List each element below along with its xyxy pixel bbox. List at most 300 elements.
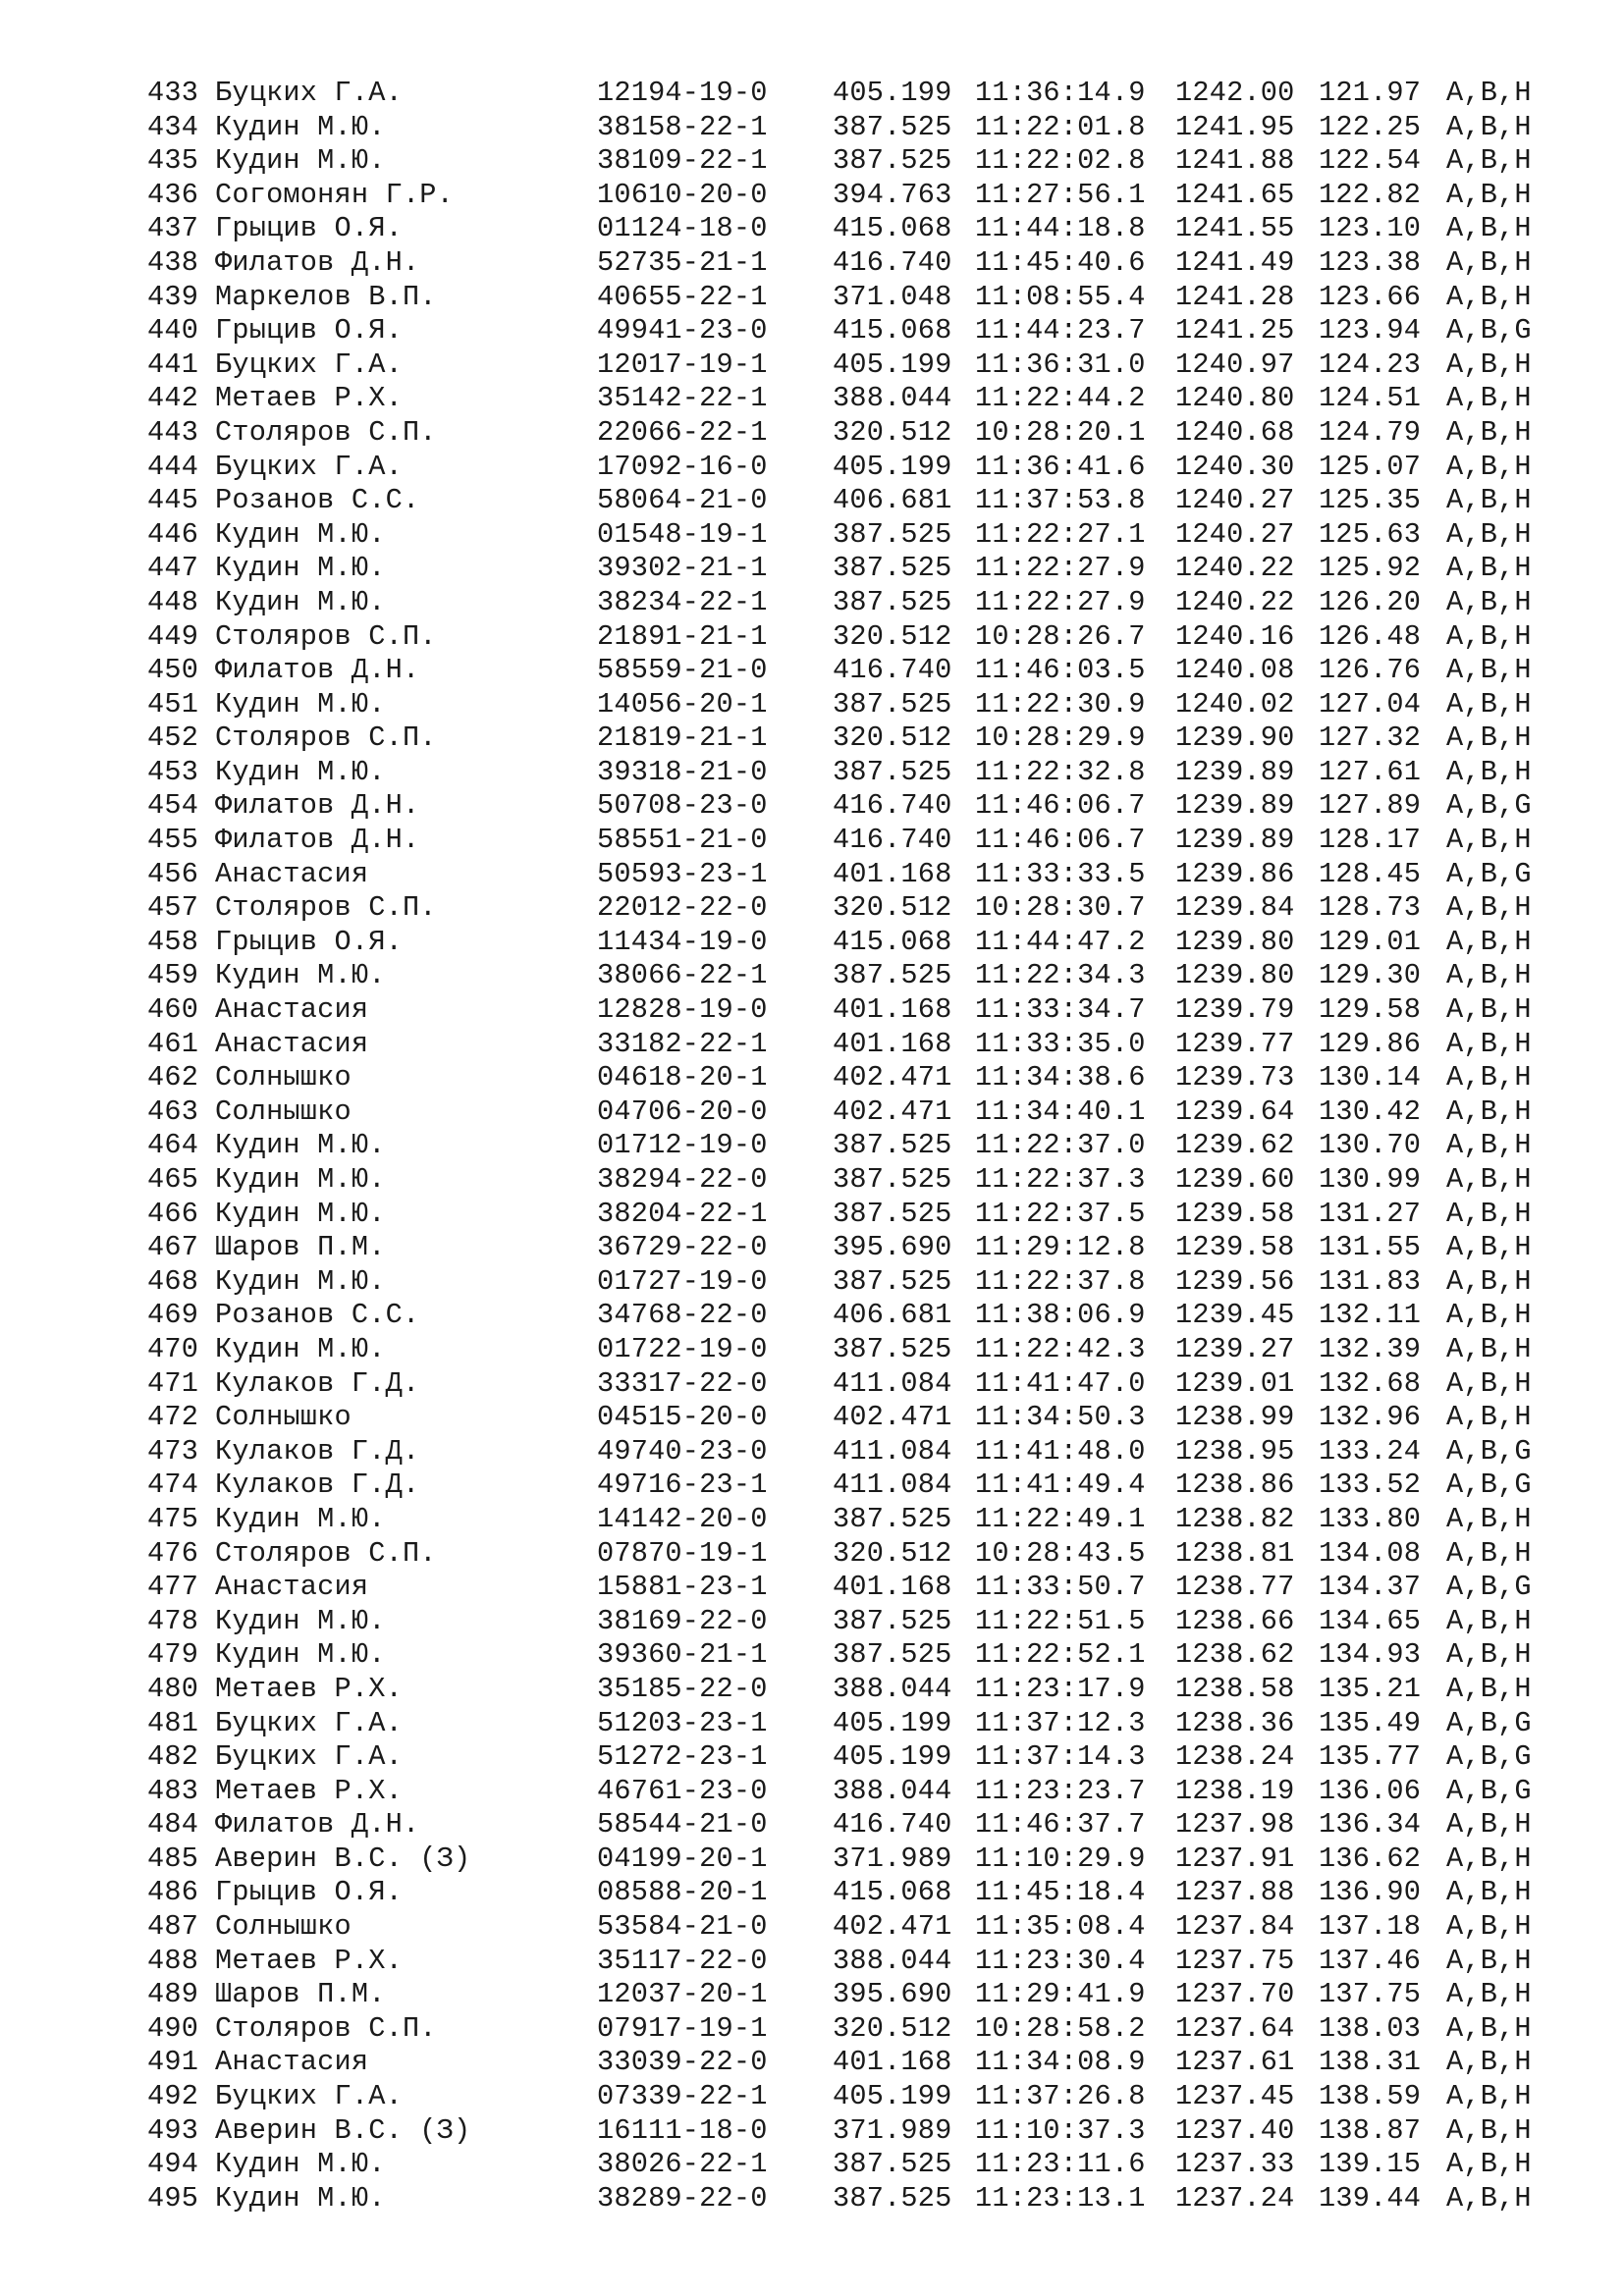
arrival-time: 11:23:30.4	[975, 1944, 1146, 1977]
row-number: 456	[147, 857, 199, 890]
speed: 1238.99	[1175, 1401, 1295, 1434]
participant-name: Буцких Г.А.	[215, 1740, 403, 1774]
speed: 1239.84	[1175, 891, 1295, 925]
flags: A,B,H	[1446, 1536, 1532, 1570]
speed: 1239.64	[1175, 1095, 1295, 1128]
flags: A,B,H	[1446, 212, 1532, 245]
coefficient: 134.37	[1319, 1571, 1422, 1604]
arrival-time: 11:45:18.4	[975, 1876, 1146, 1909]
distance: 416.740	[833, 654, 952, 687]
coefficient: 133.80	[1319, 1502, 1422, 1535]
flags: A,B,H	[1446, 2148, 1532, 2181]
participant-name: Кудин М.Ю.	[215, 1264, 386, 1298]
participant-name: Столяров С.П.	[215, 619, 437, 653]
participant-name: Метаев Р.Х.	[215, 1774, 403, 1807]
ring-id: 33039-22-0	[597, 2046, 768, 2079]
ring-id: 49740-23-0	[597, 1434, 768, 1468]
row-number: 475	[147, 1502, 199, 1535]
coefficient: 130.99	[1319, 1163, 1422, 1196]
coefficient: 138.87	[1319, 2113, 1422, 2147]
arrival-time: 11:27:56.1	[975, 178, 1146, 211]
ring-id: 39360-21-1	[597, 1638, 768, 1672]
arrival-time: 11:36:31.0	[975, 347, 1146, 381]
ring-id: 14056-20-1	[597, 687, 768, 721]
participant-name: Анастасия	[215, 1571, 369, 1604]
coefficient: 128.45	[1319, 857, 1422, 890]
distance: 395.690	[833, 1231, 952, 1264]
flags: A,B,H	[1446, 2113, 1532, 2147]
participant-name: Розанов С.С.	[215, 484, 420, 517]
coefficient: 138.59	[1319, 2080, 1422, 2113]
row-number: 444	[147, 450, 199, 483]
coefficient: 135.21	[1319, 1672, 1422, 1705]
row-number: 486	[147, 1876, 199, 1909]
ring-id: 34768-22-0	[597, 1299, 768, 1332]
ring-id: 38169-22-0	[597, 1604, 768, 1637]
flags: A,B,H	[1446, 824, 1532, 857]
participant-name: Грыцив О.Я.	[215, 925, 403, 958]
distance: 416.740	[833, 789, 952, 823]
participant-name: Метаев Р.Х.	[215, 1672, 403, 1705]
flags: A,B,H	[1446, 1027, 1532, 1060]
distance: 402.471	[833, 1401, 952, 1434]
participant-name: Буцких Г.А.	[215, 77, 403, 109]
flags: A,B,H	[1446, 1842, 1532, 1875]
distance: 320.512	[833, 415, 952, 449]
arrival-time: 10:28:26.7	[975, 619, 1146, 653]
ring-id: 10610-20-0	[597, 178, 768, 211]
speed: 1237.61	[1175, 2046, 1295, 2079]
flags: A,B,H	[1446, 144, 1532, 178]
row-number: 495	[147, 2181, 199, 2215]
coefficient: 138.03	[1319, 2011, 1422, 2045]
flags: A,B,G	[1446, 1434, 1532, 1468]
flags: A,B,H	[1446, 993, 1532, 1027]
coefficient: 130.70	[1319, 1129, 1422, 1162]
speed: 1239.56	[1175, 1264, 1295, 1298]
coefficient: 139.15	[1319, 2148, 1422, 2181]
row-number: 460	[147, 993, 199, 1027]
flags: A,B,G	[1446, 1468, 1532, 1502]
flags: A,B,G	[1446, 314, 1532, 347]
speed: 1241.25	[1175, 314, 1295, 347]
participant-name: Солнышко	[215, 1095, 352, 1128]
coefficient: 137.18	[1319, 1910, 1422, 1944]
flags: A,B,H	[1446, 1876, 1532, 1909]
distance: 320.512	[833, 721, 952, 755]
distance: 402.471	[833, 1061, 952, 1095]
arrival-time: 11:41:48.0	[975, 1434, 1146, 1468]
arrival-time: 11:22:37.5	[975, 1197, 1146, 1230]
coefficient: 130.14	[1319, 1061, 1422, 1095]
row-number: 443	[147, 415, 199, 449]
ring-id: 38289-22-0	[597, 2181, 768, 2215]
row-number: 440	[147, 314, 199, 347]
speed: 1240.68	[1175, 415, 1295, 449]
participant-name: Столяров С.П.	[215, 1536, 437, 1570]
row-number: 493	[147, 2113, 199, 2147]
arrival-time: 11:46:37.7	[975, 1808, 1146, 1842]
ring-id: 22012-22-0	[597, 891, 768, 925]
arrival-time: 10:28:58.2	[975, 2011, 1146, 2045]
arrival-time: 11:22:32.8	[975, 755, 1146, 788]
ring-id: 04199-20-1	[597, 1842, 768, 1875]
distance: 405.199	[833, 1706, 952, 1739]
flags: A,B,H	[1446, 1231, 1532, 1264]
ring-id: 21819-21-1	[597, 721, 768, 755]
arrival-time: 11:46:06.7	[975, 824, 1146, 857]
ring-id: 12828-19-0	[597, 993, 768, 1027]
row-number: 439	[147, 280, 199, 313]
arrival-time: 11:37:12.3	[975, 1706, 1146, 1739]
coefficient: 135.77	[1319, 1740, 1422, 1774]
row-number: 469	[147, 1299, 199, 1332]
speed: 1238.82	[1175, 1502, 1295, 1535]
coefficient: 138.31	[1319, 2046, 1422, 2079]
coefficient: 125.07	[1319, 450, 1422, 483]
row-number: 435	[147, 144, 199, 178]
row-number: 484	[147, 1808, 199, 1842]
participant-name: Метаев Р.Х.	[215, 382, 403, 415]
ring-id: 04515-20-0	[597, 1401, 768, 1434]
coefficient: 126.76	[1319, 654, 1422, 687]
ring-id: 01727-19-0	[597, 1264, 768, 1298]
arrival-time: 11:44:23.7	[975, 314, 1146, 347]
participant-name: Столяров С.П.	[215, 891, 437, 925]
coefficient: 129.86	[1319, 1027, 1422, 1060]
participant-name: Кудин М.Ю.	[215, 1129, 386, 1162]
arrival-time: 11:34:40.1	[975, 1095, 1146, 1128]
participant-name: Кудин М.Ю.	[215, 1638, 386, 1672]
row-number: 474	[147, 1468, 199, 1502]
speed: 1239.89	[1175, 755, 1295, 788]
participant-name: Солнышко	[215, 1401, 352, 1434]
speed: 1240.22	[1175, 552, 1295, 585]
flags: A,B,H	[1446, 178, 1532, 211]
speed: 1238.77	[1175, 1571, 1295, 1604]
speed: 1240.22	[1175, 585, 1295, 618]
flags: A,B,H	[1446, 1638, 1532, 1672]
coefficient: 127.32	[1319, 721, 1422, 755]
speed: 1241.88	[1175, 144, 1295, 178]
ring-id: 35185-22-0	[597, 1672, 768, 1705]
row-number: 473	[147, 1434, 199, 1468]
distance: 406.681	[833, 1299, 952, 1332]
flags: A,B,H	[1446, 2181, 1532, 2215]
ring-id: 36729-22-0	[597, 1231, 768, 1264]
flags: A,B,H	[1446, 1910, 1532, 1944]
ring-id: 01548-19-1	[597, 517, 768, 551]
flags: A,B,H	[1446, 484, 1532, 517]
flags: A,B,H	[1446, 280, 1532, 313]
arrival-time: 11:22:01.8	[975, 110, 1146, 143]
participant-name: Филатов Д.Н.	[215, 1808, 420, 1842]
flags: A,B,H	[1446, 1978, 1532, 2011]
row-number: 462	[147, 1061, 199, 1095]
row-number: 459	[147, 959, 199, 992]
participant-name: Кудин М.Ю.	[215, 585, 386, 618]
coefficient: 131.55	[1319, 1231, 1422, 1264]
arrival-time: 11:23:23.7	[975, 1774, 1146, 1807]
ring-id: 22066-22-1	[597, 415, 768, 449]
speed: 1237.70	[1175, 1978, 1295, 2011]
arrival-time: 11:38:06.9	[975, 1299, 1146, 1332]
speed: 1241.28	[1175, 280, 1295, 313]
ring-id: 38066-22-1	[597, 959, 768, 992]
row-number: 489	[147, 1978, 199, 2011]
row-number: 468	[147, 1264, 199, 1298]
coefficient: 132.39	[1319, 1332, 1422, 1365]
flags: A,B,H	[1446, 1197, 1532, 1230]
arrival-time: 11:36:41.6	[975, 450, 1146, 483]
flags: A,B,H	[1446, 1672, 1532, 1705]
coefficient: 137.46	[1319, 1944, 1422, 1977]
arrival-time: 11:22:52.1	[975, 1638, 1146, 1672]
flags: A,B,H	[1446, 959, 1532, 992]
distance: 387.525	[833, 1502, 952, 1535]
ring-id: 38158-22-1	[597, 110, 768, 143]
row-number: 478	[147, 1604, 199, 1637]
participant-name: Анастасия	[215, 2046, 369, 2079]
flags: A,B,G	[1446, 1740, 1532, 1774]
participant-name: Кудин М.Ю.	[215, 1502, 386, 1535]
flags: A,B,H	[1446, 1502, 1532, 1535]
coefficient: 123.10	[1319, 212, 1422, 245]
speed: 1241.65	[1175, 178, 1295, 211]
arrival-time: 11:29:41.9	[975, 1978, 1146, 2011]
row-number: 450	[147, 654, 199, 687]
speed: 1239.79	[1175, 993, 1295, 1027]
distance: 415.068	[833, 212, 952, 245]
coefficient: 131.27	[1319, 1197, 1422, 1230]
speed: 1237.33	[1175, 2148, 1295, 2181]
coefficient: 127.89	[1319, 789, 1422, 823]
distance: 401.168	[833, 2046, 952, 2079]
flags: A,B,H	[1446, 2046, 1532, 2079]
participant-name: Кудин М.Ю.	[215, 552, 386, 585]
ring-id: 40655-22-1	[597, 280, 768, 313]
coefficient: 125.63	[1319, 517, 1422, 551]
flags: A,B,H	[1446, 1808, 1532, 1842]
speed: 1237.24	[1175, 2181, 1295, 2215]
row-number: 471	[147, 1366, 199, 1400]
participant-name: Филатов Д.Н.	[215, 654, 420, 687]
arrival-time: 11:44:18.8	[975, 212, 1146, 245]
flags: A,B,H	[1446, 1163, 1532, 1196]
distance: 387.525	[833, 2148, 952, 2181]
coefficient: 136.34	[1319, 1808, 1422, 1842]
row-number: 465	[147, 1163, 199, 1196]
ring-id: 51203-23-1	[597, 1706, 768, 1739]
speed: 1240.27	[1175, 484, 1295, 517]
row-number: 472	[147, 1401, 199, 1434]
ring-id: 35117-22-0	[597, 1944, 768, 1977]
distance: 401.168	[833, 1027, 952, 1060]
flags: A,B,H	[1446, 347, 1532, 381]
row-number: 447	[147, 552, 199, 585]
distance: 415.068	[833, 925, 952, 958]
row-number: 446	[147, 517, 199, 551]
participant-name: Кудин М.Ю.	[215, 517, 386, 551]
distance: 387.525	[833, 1129, 952, 1162]
ring-id: 35142-22-1	[597, 382, 768, 415]
ring-id: 39302-21-1	[597, 552, 768, 585]
distance: 402.471	[833, 1910, 952, 1944]
speed: 1239.86	[1175, 857, 1295, 890]
coefficient: 125.35	[1319, 484, 1422, 517]
arrival-time: 10:28:30.7	[975, 891, 1146, 925]
participant-name: Маркелов В.П.	[215, 280, 437, 313]
flags: A,B,H	[1446, 1604, 1532, 1637]
arrival-time: 11:45:40.6	[975, 245, 1146, 279]
participant-name: Кудин М.Ю.	[215, 144, 386, 178]
speed: 1237.88	[1175, 1876, 1295, 1909]
arrival-time: 11:37:14.3	[975, 1740, 1146, 1774]
flags: A,B,H	[1446, 687, 1532, 721]
participant-name: Кудин М.Ю.	[215, 687, 386, 721]
flags: A,B,H	[1446, 77, 1532, 109]
arrival-time: 11:34:38.6	[975, 1061, 1146, 1095]
distance: 320.512	[833, 2011, 952, 2045]
coefficient: 134.93	[1319, 1638, 1422, 1672]
speed: 1239.89	[1175, 824, 1295, 857]
distance: 401.168	[833, 993, 952, 1027]
coefficient: 130.42	[1319, 1095, 1422, 1128]
arrival-time: 11:22:37.0	[975, 1129, 1146, 1162]
speed: 1239.60	[1175, 1163, 1295, 1196]
row-number: 467	[147, 1231, 199, 1264]
arrival-time: 11:22:37.3	[975, 1163, 1146, 1196]
speed: 1238.19	[1175, 1774, 1295, 1807]
ring-id: 58551-21-0	[597, 824, 768, 857]
coefficient: 124.79	[1319, 415, 1422, 449]
row-number: 441	[147, 347, 199, 381]
flags: A,B,G	[1446, 857, 1532, 890]
row-number: 457	[147, 891, 199, 925]
row-number: 487	[147, 1910, 199, 1944]
coefficient: 125.92	[1319, 552, 1422, 585]
row-number: 491	[147, 2046, 199, 2079]
flags: A,B,G	[1446, 789, 1532, 823]
row-number: 490	[147, 2011, 199, 2045]
coefficient: 136.90	[1319, 1876, 1422, 1909]
row-number: 453	[147, 755, 199, 788]
participant-name: Кудин М.Ю.	[215, 1163, 386, 1196]
coefficient: 136.62	[1319, 1842, 1422, 1875]
arrival-time: 11:22:30.9	[975, 687, 1146, 721]
distance: 416.740	[833, 1808, 952, 1842]
distance: 387.525	[833, 1638, 952, 1672]
coefficient: 129.58	[1319, 993, 1422, 1027]
ring-id: 38234-22-1	[597, 585, 768, 618]
distance: 320.512	[833, 619, 952, 653]
distance: 387.525	[833, 755, 952, 788]
participant-name: Аверин В.С. (З)	[215, 1842, 471, 1875]
speed: 1240.08	[1175, 654, 1295, 687]
row-number: 479	[147, 1638, 199, 1672]
arrival-time: 11:33:50.7	[975, 1571, 1146, 1604]
distance: 387.525	[833, 552, 952, 585]
distance: 416.740	[833, 824, 952, 857]
arrival-time: 11:41:49.4	[975, 1468, 1146, 1502]
participant-name: Кудин М.Ю.	[215, 755, 386, 788]
participant-name: Метаев Р.Х.	[215, 1944, 403, 1977]
flags: A,B,H	[1446, 1264, 1532, 1298]
row-number: 461	[147, 1027, 199, 1060]
ring-id: 52735-21-1	[597, 245, 768, 279]
participant-name: Кулаков Г.Д.	[215, 1468, 420, 1502]
arrival-time: 11:46:03.5	[975, 654, 1146, 687]
ring-id: 12194-19-0	[597, 77, 768, 109]
flags: A,B,H	[1446, 925, 1532, 958]
flags: A,B,H	[1446, 654, 1532, 687]
distance: 416.740	[833, 245, 952, 279]
row-number: 434	[147, 110, 199, 143]
flags: A,B,H	[1446, 517, 1532, 551]
ring-id: 07339-22-1	[597, 2080, 768, 2113]
flags: A,B,H	[1446, 450, 1532, 483]
distance: 405.199	[833, 77, 952, 109]
row-number: 480	[147, 1672, 199, 1705]
arrival-time: 11:22:27.1	[975, 517, 1146, 551]
participant-name: Буцких Г.А.	[215, 347, 403, 381]
arrival-time: 10:28:29.9	[975, 721, 1146, 755]
speed: 1239.73	[1175, 1061, 1295, 1095]
coefficient: 136.06	[1319, 1774, 1422, 1807]
ring-id: 53584-21-0	[597, 1910, 768, 1944]
row-number: 455	[147, 824, 199, 857]
distance: 387.525	[833, 1604, 952, 1637]
row-number: 476	[147, 1536, 199, 1570]
speed: 1240.16	[1175, 619, 1295, 653]
ring-id: 21891-21-1	[597, 619, 768, 653]
arrival-time: 11:22:37.8	[975, 1264, 1146, 1298]
coefficient: 129.30	[1319, 959, 1422, 992]
coefficient: 133.52	[1319, 1468, 1422, 1502]
coefficient: 122.54	[1319, 144, 1422, 178]
flags: A,B,H	[1446, 1299, 1532, 1332]
distance: 411.084	[833, 1366, 952, 1400]
participant-name: Согомонян Г.Р.	[215, 178, 455, 211]
ring-id: 50593-23-1	[597, 857, 768, 890]
arrival-time: 11:23:17.9	[975, 1672, 1146, 1705]
ring-id: 07917-19-1	[597, 2011, 768, 2045]
distance: 387.525	[833, 1264, 952, 1298]
ring-id: 49716-23-1	[597, 1468, 768, 1502]
ring-id: 38204-22-1	[597, 1197, 768, 1230]
distance: 405.199	[833, 450, 952, 483]
row-number: 492	[147, 2080, 199, 2113]
distance: 371.989	[833, 2113, 952, 2147]
distance: 320.512	[833, 891, 952, 925]
speed: 1239.90	[1175, 721, 1295, 755]
speed: 1237.45	[1175, 2080, 1295, 2113]
ring-id: 33317-22-0	[597, 1366, 768, 1400]
flags: A,B,H	[1446, 721, 1532, 755]
ring-id: 58064-21-0	[597, 484, 768, 517]
arrival-time: 11:35:08.4	[975, 1910, 1146, 1944]
ring-id: 38109-22-1	[597, 144, 768, 178]
flags: A,B,H	[1446, 585, 1532, 618]
coefficient: 128.17	[1319, 824, 1422, 857]
arrival-time: 11:22:34.3	[975, 959, 1146, 992]
participant-name: Кудин М.Ю.	[215, 2181, 386, 2215]
ring-id: 58559-21-0	[597, 654, 768, 687]
coefficient: 127.04	[1319, 687, 1422, 721]
row-number: 438	[147, 245, 199, 279]
flags: A,B,H	[1446, 1129, 1532, 1162]
arrival-time: 11:08:55.4	[975, 280, 1146, 313]
